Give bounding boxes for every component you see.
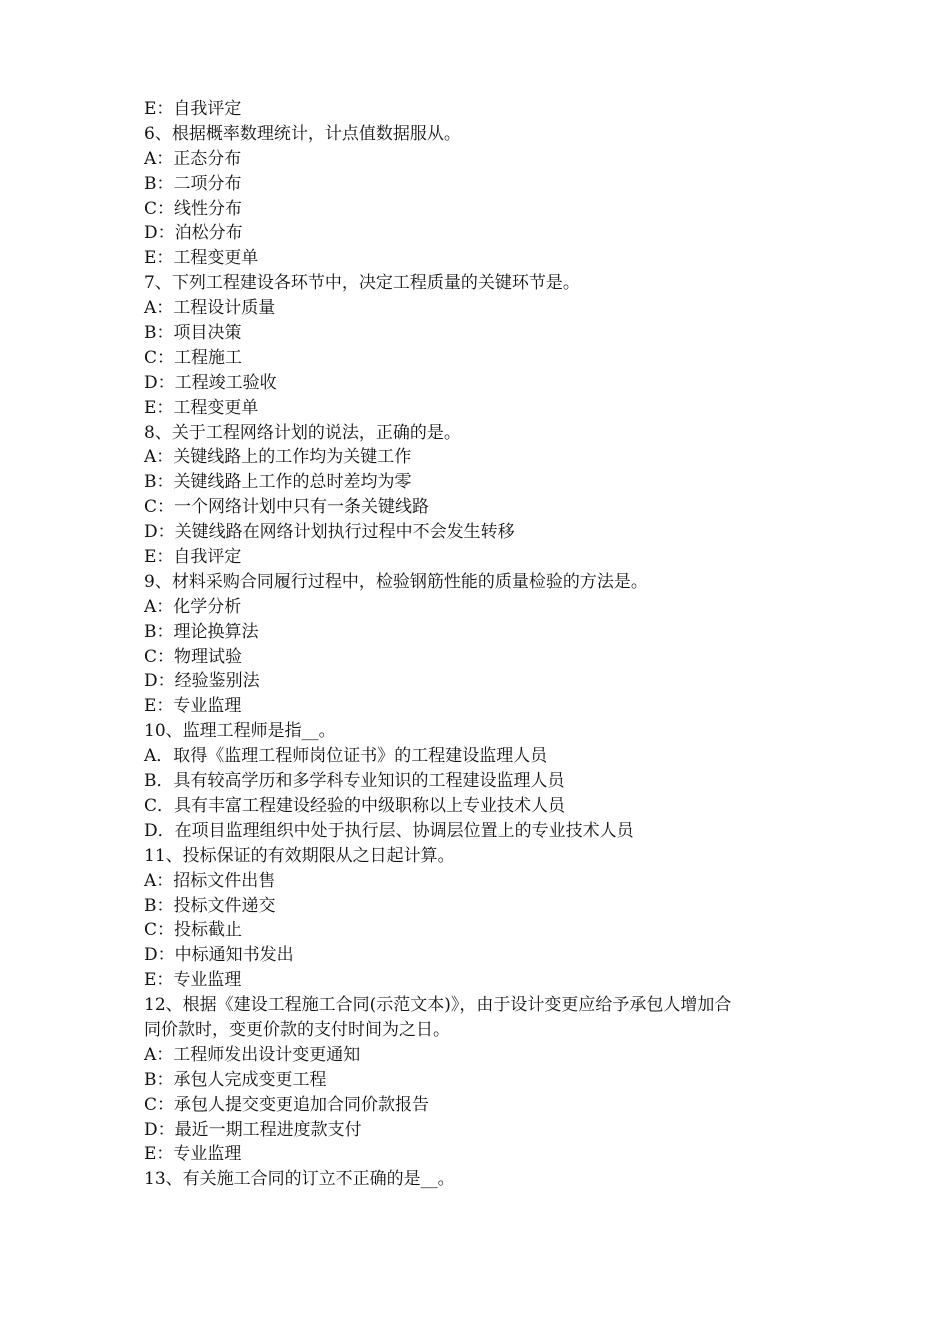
question-text: 7、下列工程建设各环节中，决定工程质量的关键环节是。 bbox=[144, 273, 580, 294]
option-text: D：工程竣工验收 bbox=[144, 372, 277, 393]
option-text: C：投标截止 bbox=[144, 920, 243, 941]
option-text: D：中标通知书发出 bbox=[144, 945, 294, 966]
question-text: 10、监理工程师是指__。 bbox=[144, 721, 336, 742]
question-text: 11、投标保证的有效期限从之日起计算。 bbox=[144, 845, 455, 866]
option-text: E：工程变更单 bbox=[144, 248, 259, 269]
option-text: A：正态分布 bbox=[144, 148, 242, 169]
option-text: E：专业监理 bbox=[144, 970, 242, 991]
question-text: 8、关于工程网络计划的说法，正确的是。 bbox=[144, 422, 461, 443]
option-text: B：投标文件递交 bbox=[144, 895, 276, 916]
option-text: E：工程变更单 bbox=[144, 397, 259, 418]
option-text: D：泊松分布 bbox=[144, 223, 243, 244]
option-text: B：理论换算法 bbox=[144, 621, 259, 642]
option-text: A：关键线路上的工作均为关键工作 bbox=[144, 447, 412, 468]
option-text: A：招标文件出售 bbox=[144, 870, 276, 891]
option-text: C：承包人提交变更追加合同价款报告 bbox=[144, 1094, 430, 1115]
option-text: C：工程施工 bbox=[144, 347, 243, 368]
option-text: C．具有丰富工程建设经验的中级职称以上专业技术人员 bbox=[144, 795, 566, 816]
option-text: E：专业监理 bbox=[144, 1144, 242, 1165]
option-text: A：化学分析 bbox=[144, 596, 242, 617]
question-text: 9、材料采购合同履行过程中，检验钢筋性能的质量检验的方法是。 bbox=[144, 571, 648, 592]
option-text: A：工程师发出设计变更通知 bbox=[144, 1044, 361, 1065]
question-text: 6、根据概率数理统计，计点值数据服从。 bbox=[144, 123, 461, 144]
text-line: E：自我评定 bbox=[144, 99, 242, 119]
option-text: C：物理试验 bbox=[144, 646, 243, 667]
option-text: D：关键线路在网络计划执行过程中不会发生转移 bbox=[144, 522, 515, 543]
option-text: D：最近一期工程进度款支付 bbox=[144, 1119, 362, 1140]
option-text: B．具有较高学历和多学科专业知识的工程建设监理人员 bbox=[144, 771, 565, 792]
question-text: 13、有关施工合同的订立不正确的是__。 bbox=[144, 1169, 455, 1190]
option-text: D．在项目监理组织中处于执行层、协调层位置上的专业技术人员 bbox=[144, 820, 634, 841]
option-text: E：自我评定 bbox=[144, 547, 242, 568]
option-text: A．取得《监理工程师岗位证书》的工程建设监理人员 bbox=[144, 746, 548, 767]
option-text: C：一个网络计划中只有一条关键线路 bbox=[144, 497, 430, 518]
question-text: 12、根据《建设工程施工合同(示范文本)》，由于设计变更应给予承包人增加合 bbox=[144, 995, 732, 1016]
option-text: B：承包人完成变更工程 bbox=[144, 1069, 327, 1090]
option-text: B：二项分布 bbox=[144, 173, 242, 194]
question-text-continued: 同价款时，变更价款的支付时间为之日。 bbox=[144, 1019, 450, 1040]
document-body bbox=[144, 97, 824, 1192]
option-text: A：工程设计质量 bbox=[144, 298, 276, 319]
option-text: B：关键线路上工作的总时差均为零 bbox=[144, 472, 412, 493]
option-text: D：经验鉴别法 bbox=[144, 671, 260, 692]
option-text: B：项目决策 bbox=[144, 323, 242, 344]
option-text: C：线性分布 bbox=[144, 198, 243, 219]
option-text: E：专业监理 bbox=[144, 696, 242, 717]
